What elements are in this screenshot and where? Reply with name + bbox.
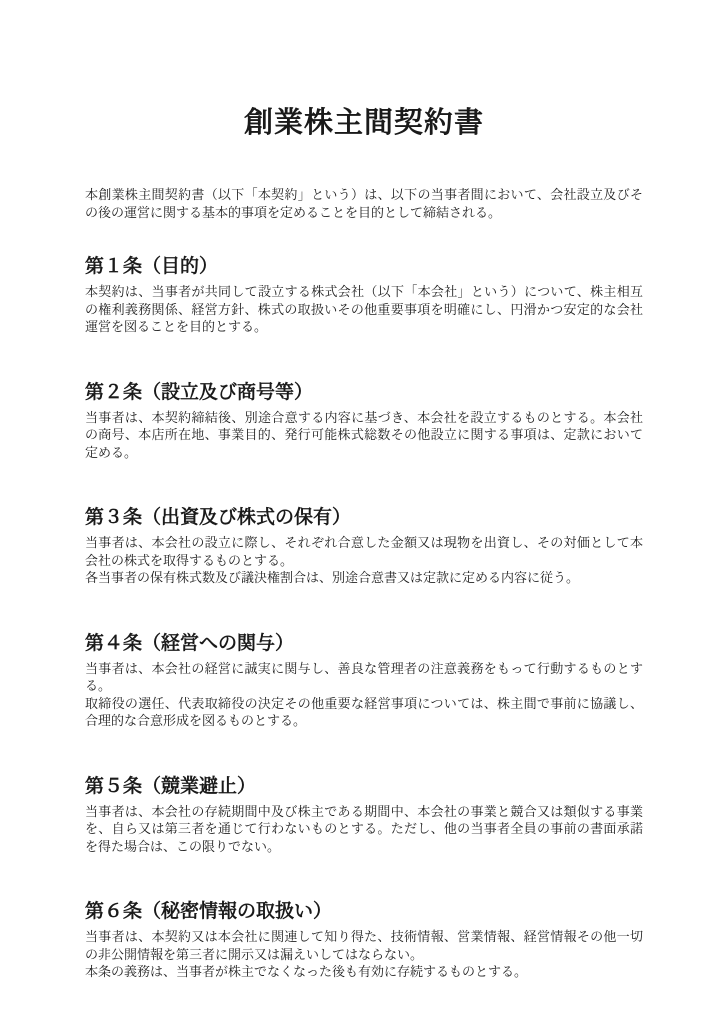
article-3-paragraph-1: 当事者は、本会社の設立に際し、それぞれ合意した金額又は現物を出資し、その対価として本会社の株式を取得するものとする。	[85, 535, 643, 568]
article-2-heading: 第２条（設立及び商号等）	[85, 381, 314, 403]
article-2-paragraph-1: 当事者は、本契約締結後、別途合意する内容に基づき、本会社を設立するものとする。本会社の商号、本店所在地、事業目的、発行可能株式総数その他設立に関する事項は、定款において定める。	[85, 409, 643, 460]
article-6-heading: 第６条（秘密情報の取扱い）	[85, 901, 333, 922]
article-1-paragraph-1: 本契約は、当事者が共同して設立する株式会社（以下「本会社」という）について、株主相互の権利義務関係、経営方針、株式の取扱いその他重要事項を明確にし、円滑かつ安定的な会社運営を図ることを目的とする。	[85, 284, 643, 334]
article-5-body	[85, 803, 643, 856]
article-3	[85, 505, 643, 587]
article-4-paragraph-2: 取締役の選任、代表取締役の決定その他重要な経営事項については、株主間で事前に協議し、合理的な合意形成を図るものとする。	[85, 695, 643, 728]
article-4-heading: 第４条（経営への関与）	[85, 632, 295, 654]
article-6-body	[85, 928, 643, 981]
article-5	[85, 774, 643, 856]
article-4-body	[85, 660, 643, 730]
intro-paragraph: 本創業株主間契約書（以下「本契約」という）は、以下の当事者間において、会社設立及びその後の運営に関する基本的事項を定めることを目的として締結される。	[85, 187, 643, 220]
article-1-heading: 第１条（目的）	[85, 256, 219, 277]
article-5-paragraph-1: 当事者は、本会社の存続期間中及び株主である期間中、本会社の事業と競合又は類似する事業を、自ら又は第三者を通じて行わないものとする。ただし、他の当事者全員の事前の書面承諾を得た場合は、この限りでない。	[85, 803, 643, 854]
article-4	[85, 631, 643, 730]
article-6	[85, 899, 643, 981]
article-3-paragraph-2: 各当事者の保有株式数及び議決権割合は、別途合意書又は定款に定める内容に従う。	[85, 570, 580, 585]
article-1-body	[85, 283, 643, 336]
document-title: 創業株主間契約書	[243, 107, 484, 139]
article-5-heading: 第５条（競業避止）	[85, 775, 257, 797]
article-2-body	[85, 409, 643, 462]
article-1	[85, 254, 643, 336]
article-4-paragraph-1: 当事者は、本会社の経営に誠実に関与し、善良な管理者の注意義務をもって行動するものとする。	[85, 660, 643, 693]
article-3-heading: 第３条（出資及び株式の保有）	[85, 507, 352, 528]
article-2	[85, 380, 643, 462]
article-6-paragraph-1: 当事者は、本契約又は本会社に関連して知り得た、技術情報、営業情報、経営情報その他一切の非公開情報を第三者に開示又は漏えいしてはならない。	[85, 929, 643, 962]
article-6-paragraph-2: 本条の義務は、当事者が株主でなくなった後も有効に存続するものとする。	[85, 964, 528, 979]
article-3-body	[85, 534, 643, 587]
